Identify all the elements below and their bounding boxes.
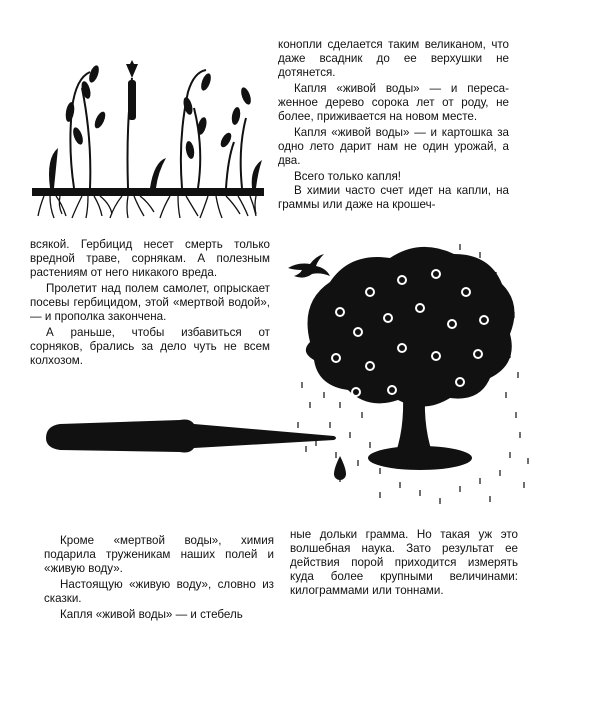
paragraph: В химии часто счет идет на капли, на граммы или даже на крошеч- (278, 184, 509, 211)
text-column-top-right (278, 38, 509, 212)
paragraph: ные дольки грамма. Но такая уж это волшебная наука. Зато результат ее действия порой приходится измерять куда более крупными величинами: килограммами или тоннами. (290, 528, 518, 597)
text-column-bottom-right (290, 528, 518, 598)
bird-icon (288, 254, 330, 278)
pipette-icon (46, 420, 336, 453)
paragraph: Пролетит над полем самолет, опрыскает посевы гербицидом, этой «мертвой водой», — и прополка закончена. (30, 282, 270, 323)
paragraph: Кроме «мертвой воды», химия подарила труженикам наших полей и «живую воду». (44, 534, 274, 575)
text-column-bottom-left (44, 534, 274, 622)
paragraph: всякой. Гербицид несет смерть только вредной траве, сорнякам. А полезным растениям от него никакого вреда. (30, 238, 270, 279)
paragraph: Всего только капля! (294, 170, 401, 183)
weeds-illustration (30, 60, 268, 222)
paragraph: А раньше, чтобы избавиться от сорняков, брались за дело чуть не всем колхозом. (30, 326, 270, 367)
paragraph: Капля «живой воды» — и картошка за одно лето дарит нам не один урожай, а два. (278, 126, 509, 167)
paragraph: Настоящую «живую воду», словно из сказки. (44, 578, 274, 605)
tree-pipette-illustration (40, 232, 530, 522)
paragraph: Капля «живой воды» — и пересаженное дерево сорока лет от роду, не более, приживается на новом месте. (278, 82, 509, 123)
paragraph: конопли сделается таким великаном, что даже всадник до ее верхушки не дотянется. (278, 38, 509, 79)
drop-icon (334, 456, 346, 480)
paragraph: Капля «живой воды» — и стебель (60, 608, 243, 621)
